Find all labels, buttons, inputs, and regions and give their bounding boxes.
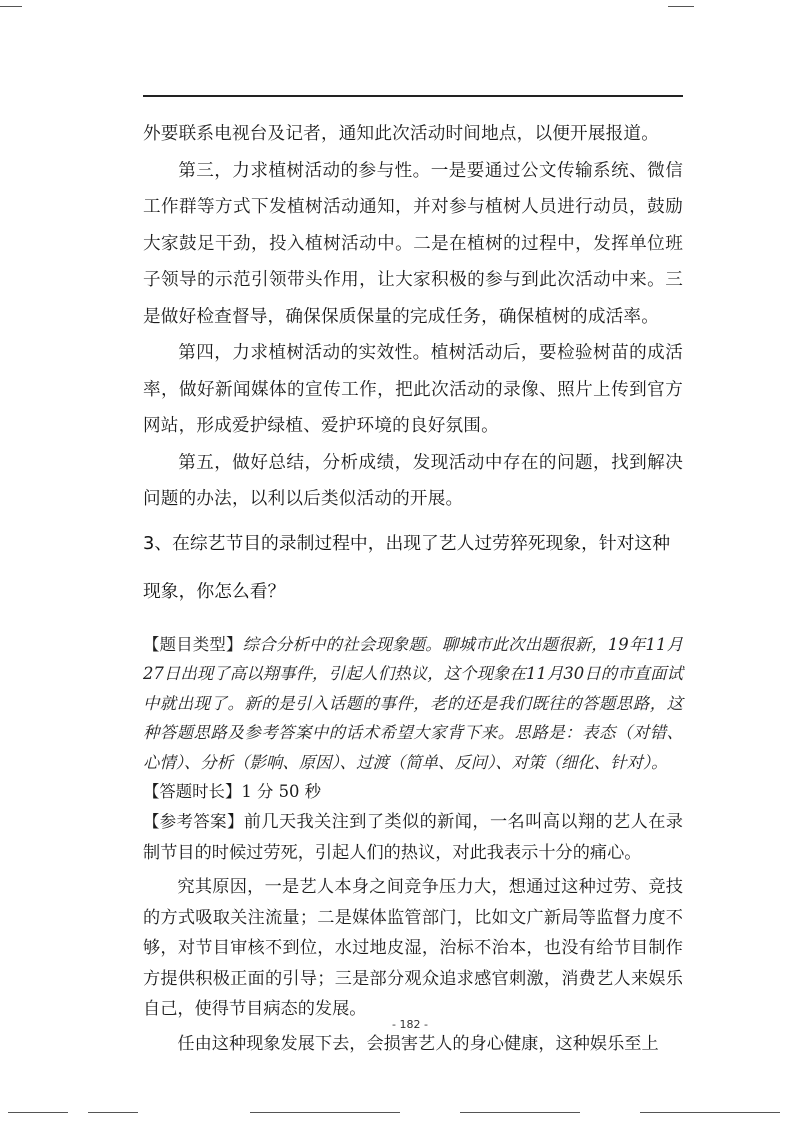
body-paragraph-3: 第四，力求植树活动的实效性。植树活动后，要检验树苗的成活率，做好新闻媒体的宣传工作，把此次活动的录像、照片上传到官方网站，形成爱护绿植、爱护环境的良好氛围。 (143, 343, 683, 436)
scan-mark-bottom-4 (460, 1112, 580, 1113)
scan-mark-bottom-5 (640, 1112, 780, 1113)
reference-answer-label: 【参考答案】 (143, 812, 244, 832)
question-heading: 3、在综艺节目的录制过程中，出现了艺人过劳猝死现象，针对这种现象，你怎么看？ (143, 532, 670, 602)
page-number: - 182 - (392, 1018, 428, 1031)
scan-mark-bottom-1 (8, 1112, 68, 1113)
page-content (143, 116, 683, 1059)
answer-duration-label: 【答题时长】 (143, 782, 242, 802)
scan-mark-top-left (0, 6, 22, 7)
answer-paragraph-2: 任由这种现象发展下去，会损害艺人的身心健康，这种娱乐至上 (177, 1033, 659, 1054)
body-paragraph-4: 第五，做好总结，分析成绩，发现活动中存在的问题，找到解决问题的办法，以利以后类似活动的开展。 (143, 452, 683, 509)
header-rule (143, 95, 683, 97)
question-type-label: 【题目类型】 (143, 634, 243, 654)
answer-duration-section (143, 777, 683, 807)
question-type-text: 综合分析中的社会现象题。聊城市此次出题很新，19年11月27日出现了高以翔事件，引起人们热议，这个现象在11月30日的市直面试中就出现了。新的是引入话题的事件，老的还是我们既往的答题思路，这种答题思路及参考答案中的话术希望大家背下来。思路是：表态（对错、心情）、分析（影响、原因）、过渡（简单、反问）、对策（细化、针对）。 (143, 634, 684, 772)
reference-answer-section (143, 807, 683, 868)
answer-paragraph-1: 究其原因，一是艺人本身之间竞争压力大，想通过这种过劳、竞技的方式吸取关注流量；二是媒体监管部门，比如文广新局等监督力度不够，对节目审核不到位，水过地皮湿，治标不治本，也没有给节目制作方提供积极正面的引导；三是部分观众追求感官刺激，消费艺人来娱乐自己，使得节目病态的发展。 (143, 877, 683, 1020)
scan-mark-bottom-3 (250, 1112, 400, 1113)
body-paragraph-1: 外要联系电视台及记者，通知此次活动时间地点，以便开展报道。 (143, 124, 660, 144)
scan-mark-top-right (668, 6, 694, 7)
body-paragraph-2: 第三，力求植树活动的参与性。一是要通过公文传输系统、微信工作群等方式下发植树活动通知，并对参与植树人员进行动员，鼓励大家鼓足干劲，投入植树活动中。二是在植树的过程中，发挥单位班子领导的示范引领带头作用，让大家积极的参与到此次活动中来。三是做好检查督导，确保保质保量的完成任务，确保植树的成活率。 (143, 160, 683, 327)
reference-answer-text: 前几天我关注到了类似的新闻，一名叫高以翔的艺人在录制节目的时候过劳死，引起人们的热议，对此我表示十分的痛心。 (143, 812, 683, 863)
answer-duration-text: 1 分 50 秒 (241, 782, 322, 802)
question-type-section (143, 630, 683, 778)
scan-mark-bottom-2 (88, 1112, 138, 1113)
